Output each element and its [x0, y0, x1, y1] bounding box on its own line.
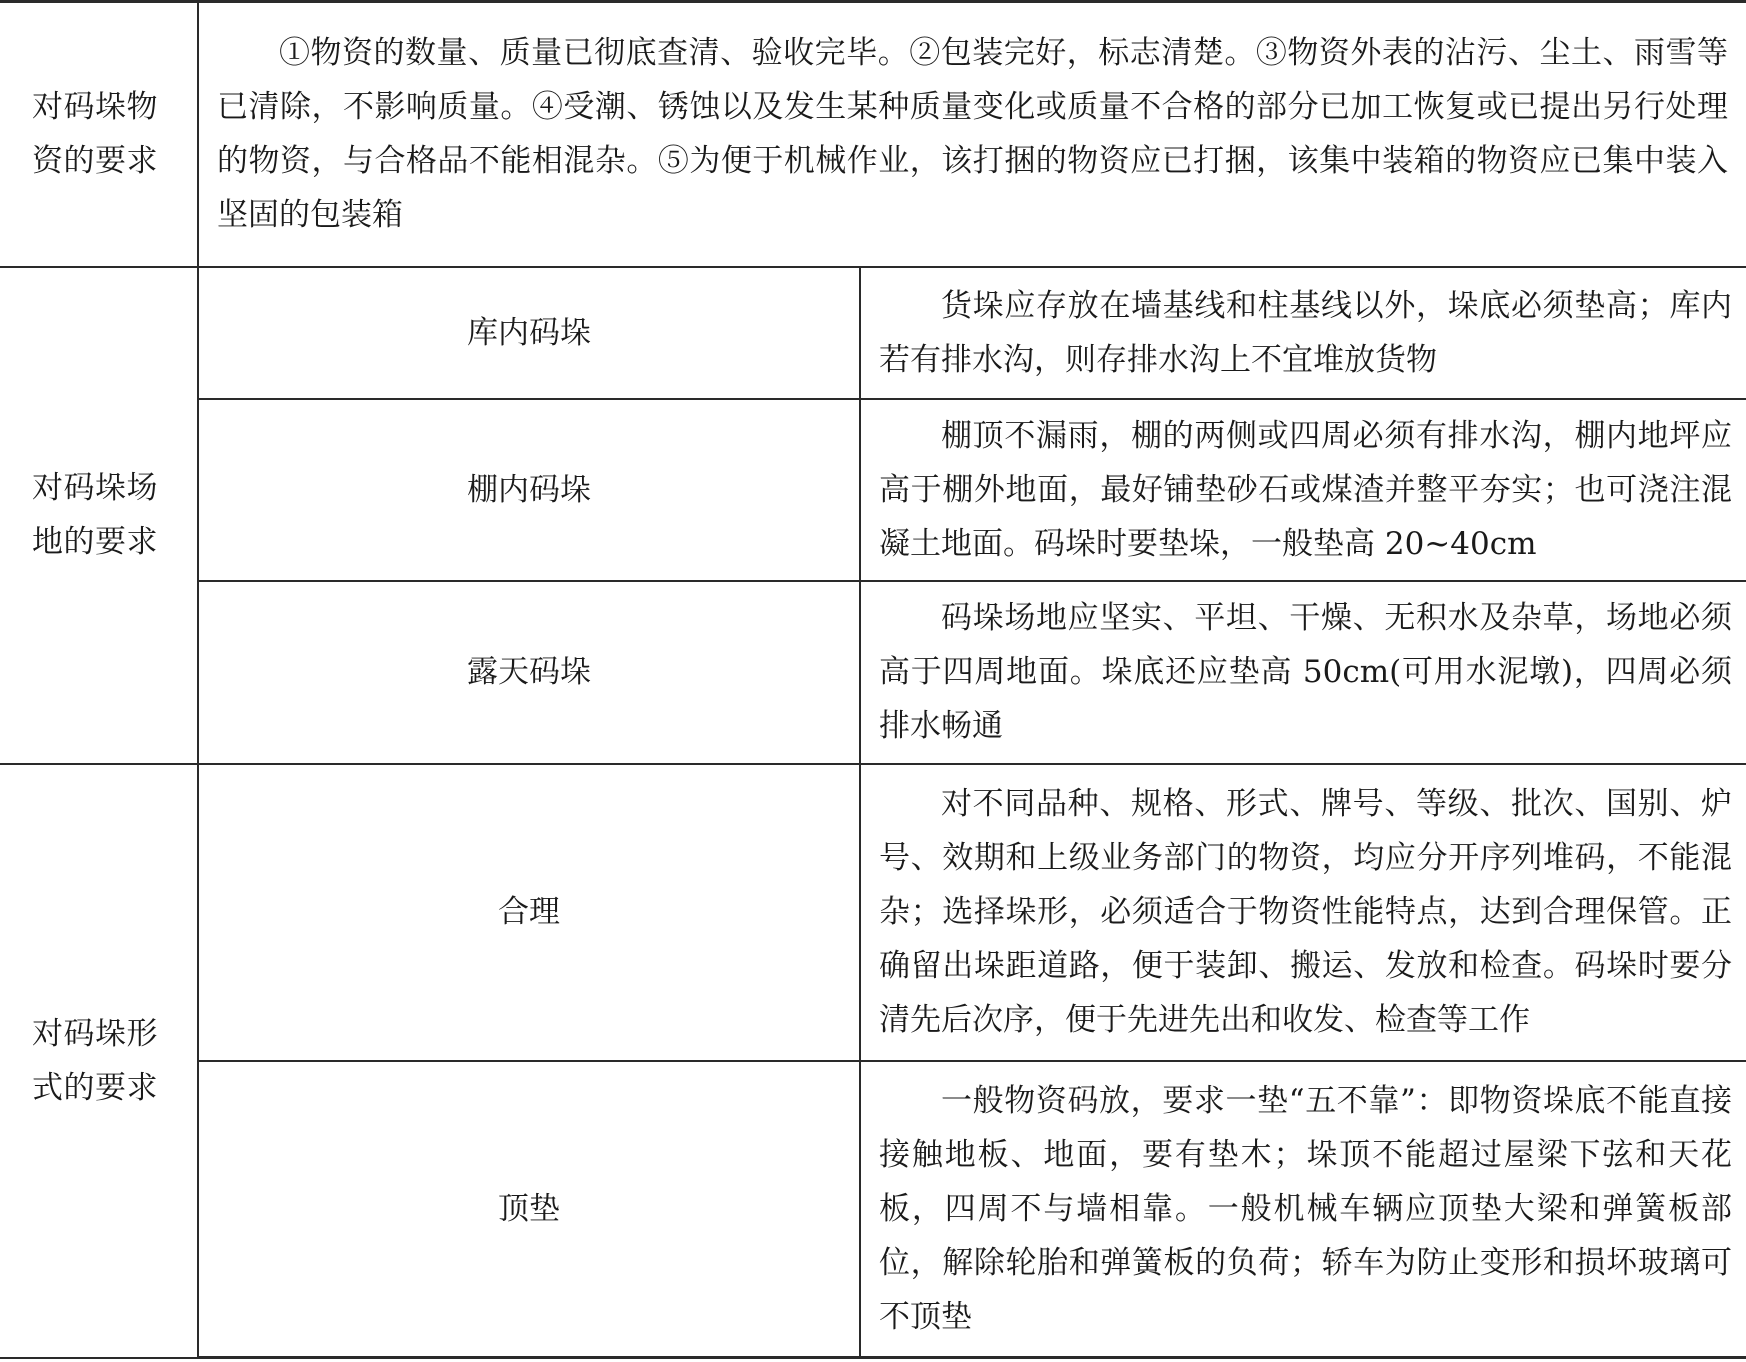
- table-row: [0, 2, 1746, 267]
- table-row: [0, 1061, 1746, 1358]
- category-cell: [0, 764, 198, 1358]
- description-text: 棚顶不漏雨，棚的两侧或四周必须有排水沟，棚内地坪应高于棚外地面，最好铺垫砂石或煤渣并整平夯实；也可浇注混凝土地面。码垛时要垫垛，一般垫高 20~40cm: [879, 417, 1732, 562]
- description-cell: [860, 399, 1746, 581]
- description-cell: [198, 2, 1746, 267]
- description-text: ①物资的数量、质量已彻底查清、验收完毕。②包装完好，标志清楚。③物资外表的沾污、尘土、雨雪等已清除，不影响质量。④受潮、锈蚀以及发生某种质量变化或质量不合格的部分已加工恢复或已提出另行处理的物资，与合格品不能相混杂。⑤为便于机械作业，该打捆的物资应已打捆，该集中装箱的物资应已集中装入坚固的包装箱: [217, 35, 1728, 234]
- subcategory-cell: 库内码垛: [198, 267, 860, 399]
- subcategory-cell: 合理: [198, 764, 860, 1061]
- description-cell: [860, 764, 1746, 1061]
- category-label: 对码垛形式的要求: [32, 1015, 158, 1106]
- category-cell: [0, 267, 198, 764]
- table-row: [0, 764, 1746, 1061]
- table-row: [0, 267, 1746, 399]
- description-text: 码垛场地应坚实、平坦、干燥、无积水及杂草，场地必须高于四周地面。垛底还应垫高 50cm(可用水泥墩)，四周必须排水畅通: [879, 600, 1732, 744]
- category-cell: [0, 2, 198, 267]
- category-label: 对码垛场地的要求: [32, 470, 158, 560]
- description-text: 一般物资码放，要求一垫“五不靠”：即物资垛底不能直接接触地板、地面，要有垫木；垛顶不能超过屋梁下弦和天花板，四周不与墙相靠。一般机械车辆应顶垫大梁和弹簧板部位，解除轮胎和弹簧板的负荷；轿车为防止变形和损坏玻璃可不顶垫: [879, 1082, 1732, 1335]
- description-cell: [860, 581, 1746, 764]
- table-row: [0, 399, 1746, 581]
- description-cell: [860, 267, 1746, 399]
- subcategory-cell: 露天码垛: [198, 581, 860, 764]
- description-cell: [860, 1061, 1746, 1358]
- description-text: 货垛应存放在墙基线和柱基线以外，垛底必须垫高；库内若有排水沟，则存排水沟上不宜堆放货物: [879, 287, 1732, 378]
- description-text: 对不同品种、规格、形式、牌号、等级、批次、国别、炉号、效期和上级业务部门的物资，均应分开序列堆码，不能混杂；选择垛形，必须适合于物资性能特点，达到合理保管。正确留出垛距道路，便于装卸、搬运、发放和检查。码垛时要分清先后次序，便于先进先出和收发、检查等工作: [879, 786, 1732, 1038]
- table-row: [0, 581, 1746, 764]
- category-label: 对码垛物资的要求: [32, 89, 158, 180]
- subcategory-cell: 顶垫: [198, 1061, 860, 1358]
- subcategory-cell: 棚内码垛: [198, 399, 860, 581]
